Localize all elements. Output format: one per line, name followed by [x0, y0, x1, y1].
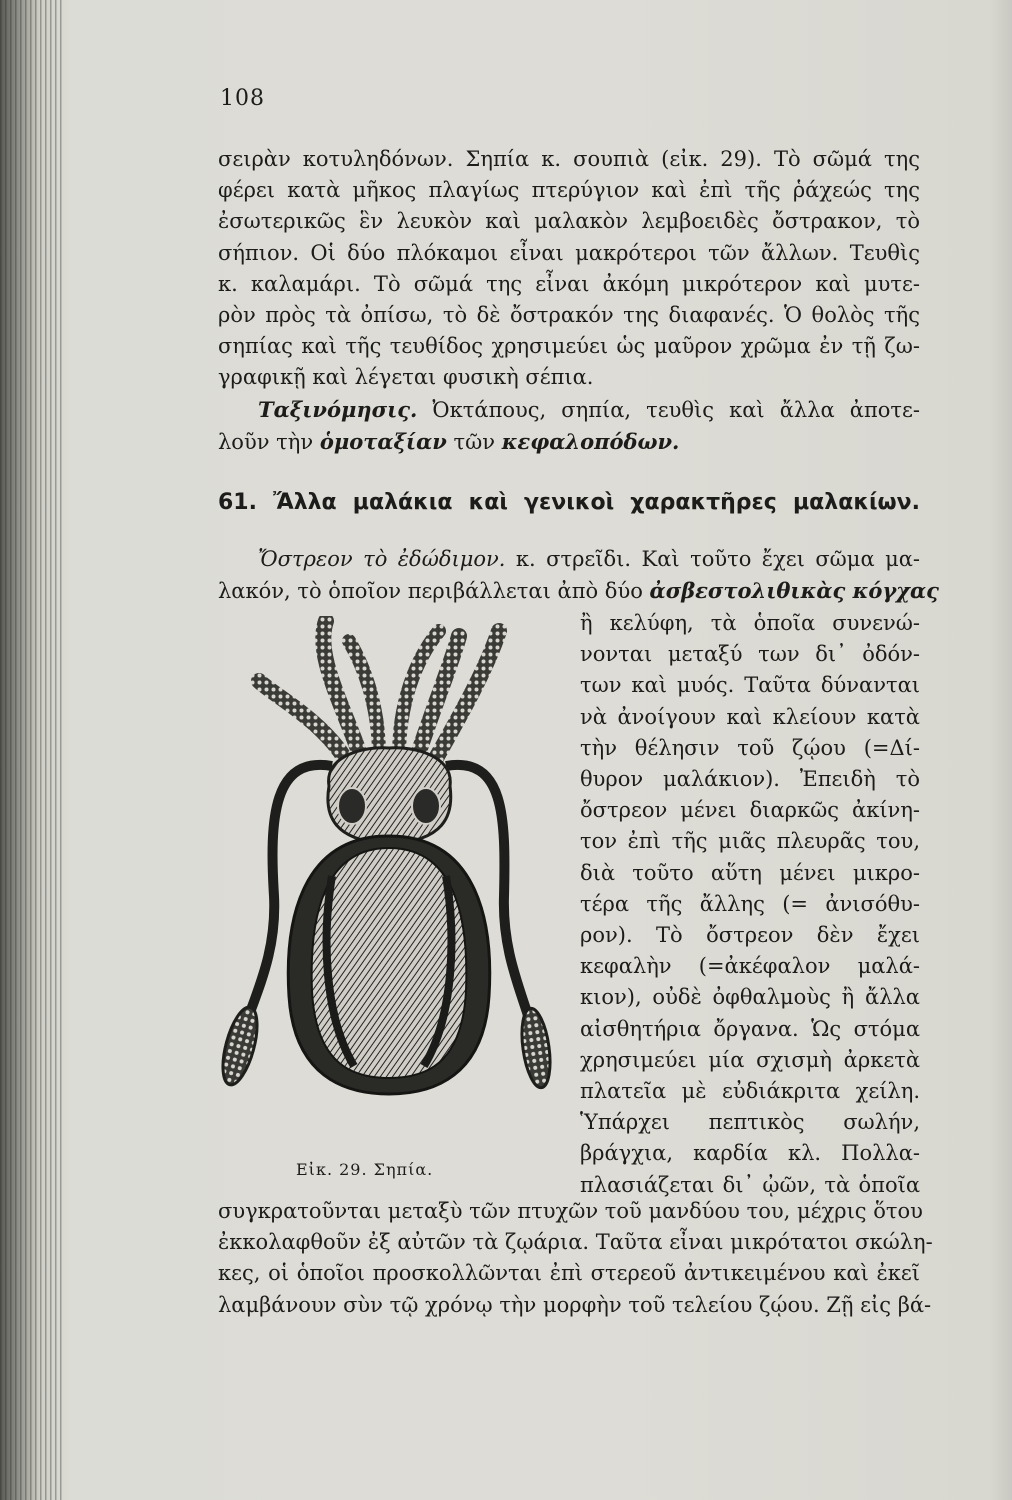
text-line: φέρει κατὰ μῆκος πλαγίως πτερύγιον καὶ ἐπὶ τῆς ῥάχεώς της: [218, 178, 920, 203]
paragraph-oyster-wrapped: [580, 608, 920, 1201]
text-span: κ. στρεῖδι. Καὶ τοῦτο ἔχει σῶμα μα-: [505, 547, 921, 571]
text-line: σηπίας καὶ τῆς τευθίδος χρησιμεύει ὡς μαῦρον χρῶμα ἐν τῇ ζω-: [218, 334, 920, 359]
text-line: σήπιον. Οἱ δύο πλόκαμοι εἶναι μακρότεροι τῶν ἄλλων. Τευθὶς: [218, 240, 920, 265]
text-line: τον ἐπὶ τῆς μιᾶς πλευρᾶς του,: [580, 829, 920, 854]
section-heading: 61. Ἄλλα μαλάκια καὶ γενικοὶ χαρακτῆρες μαλακίων.: [218, 490, 920, 515]
bold-term: ἀσβεστολιθικὰς κόγχας: [649, 578, 939, 604]
text-line: [218, 544, 920, 575]
text-line: κεφαλὴν (=ἀκέφαλον μαλά-: [580, 954, 920, 979]
paragraph-oyster-intro: [218, 544, 939, 607]
text-line: τέρα τῆς ἄλλης (= ἀνισόθυ-: [580, 891, 920, 916]
text-line: διὰ τοῦτο αὕτη μένει μικρο-: [580, 860, 920, 885]
taxonomy-line: [218, 426, 920, 458]
text-line: ρον). Τὸ ὄστρεον δὲν ἔχει: [580, 923, 920, 948]
text-line: πλασιάζεται δι᾿ ᾠῶν, τὰ ὁποῖα: [580, 1172, 920, 1197]
text-line: πλατεῖα μὲ εὐδιάκριτα χείλη.: [580, 1079, 920, 1104]
text-line: τὴν θέλησιν τοῦ ζῴου (=Δί-: [580, 735, 920, 760]
taxonomy-term: ὁμοταξίαν: [319, 428, 447, 454]
oyster-title: Ὄστρεον τὸ ἐδώδιμον.: [258, 547, 506, 571]
eye-right: [412, 788, 440, 824]
text-line: ἐσωτερικῶς ἓν λευκὸν καὶ μαλακὸν λεμβοειδὲς ὄστρακον, τὸ: [218, 209, 920, 234]
taxonomy-text: λοῦν τὴν: [218, 429, 320, 454]
text-line: ἢ κελύφη, τὰ ὁποῖα συνενώ-: [580, 611, 920, 635]
tentacle-club-right: [518, 1007, 555, 1090]
text-line: θυρον μαλάκιον). Ἐπειδὴ τὸ: [580, 767, 920, 792]
text-span: λακόν, τὸ ὁποῖον περιβάλλεται ἀπὸ δύο: [218, 579, 650, 604]
taxonomy-line: [218, 394, 920, 426]
taxonomy-text: τῶν: [446, 429, 502, 454]
text-line: κες, οἱ ὁποῖοι προσκολλῶνται ἐπὶ στερεοῦ ἀντικειμένου καὶ ἐκεῖ: [218, 1261, 920, 1286]
text-line: χρησιμεύει μία σχισμὴ ἀρκετὰ: [580, 1047, 920, 1072]
taxonomy-term: κεφαλοπόδων.: [501, 428, 680, 454]
taxonomy-text: Ὀκτάπους, σηπία, τευθὶς καὶ ἄλλα ἀποτε-: [417, 397, 920, 422]
text-line: λαμβάνουν σὺν τῷ χρόνῳ τὴν μορφὴν τοῦ τελείου ζῴου. Ζῇ εἰς βά-: [218, 1292, 932, 1317]
figure-caption: Εἰκ. 29. Σηπία.: [296, 1160, 434, 1179]
text-line: κ. καλαμάρι. Τὸ σῶμά της εἶναι ἀκόμη μικρότερον καὶ μυτε-: [218, 271, 920, 296]
text-line: ὄστρεον μένει διαρκῶς ἀκίνη-: [580, 798, 920, 823]
text-line: [218, 575, 939, 607]
paragraph-oyster-continued: [218, 1196, 933, 1321]
text-line: Ὑπάρχει πεπτικὸς σωλήν,: [580, 1110, 920, 1135]
page-number: 108: [220, 86, 265, 111]
cuttlefish-illustration: [214, 616, 564, 1096]
text-line: κιον), οὐδὲ ὀφθαλμοὺς ἢ ἄλλα: [580, 985, 920, 1010]
eye-left: [338, 788, 366, 824]
taxonomy-label: Ταξινόμησις.: [258, 396, 418, 422]
text-line: ρὸν πρὸς τὰ ὀπίσω, τὸ δὲ ὄστρακόν της διαφανές. Ὁ θολὸς τῆς: [218, 303, 920, 328]
text-line: σειρὰν κοτυληδόνων. Σηπία κ. σουπιὰ (εἰκ. 29). Τὸ σῶμά της: [218, 147, 920, 171]
tentacle-club-left: [216, 1004, 264, 1089]
text-line: των καὶ μυός. Ταῦτα δύνανται: [580, 673, 920, 698]
text-line: συγκρατοῦνται μεταξὺ τῶν πτυχῶν τοῦ μανδύου του, μέχρις ὅτου: [218, 1199, 923, 1223]
book-binding-edge: [0, 0, 62, 1500]
text-line: νὰ ἀνοίγουν καὶ κλείουν κατὰ: [580, 704, 920, 729]
text-line: γραφικῇ καὶ λέγεται φυσικὴ σέπια.: [218, 365, 594, 390]
text-line: ἐκκολαφθοῦν ἐξ αὐτῶν τὰ ζῳάρια. Ταῦτα εἶναι μικρότατοι σκώλη-: [218, 1230, 933, 1255]
text-line: νονται μεταξύ των δι᾿ ὀδόν-: [580, 642, 920, 667]
text-line: βράγχια, καρδία κλ. Πολλα-: [580, 1141, 920, 1166]
cuttlefish-drawing: [214, 616, 564, 1096]
paragraph-cephalopods: [218, 144, 920, 458]
text-line: αἰσθητήρια ὄργανα. Ὡς στόμα: [580, 1016, 920, 1041]
